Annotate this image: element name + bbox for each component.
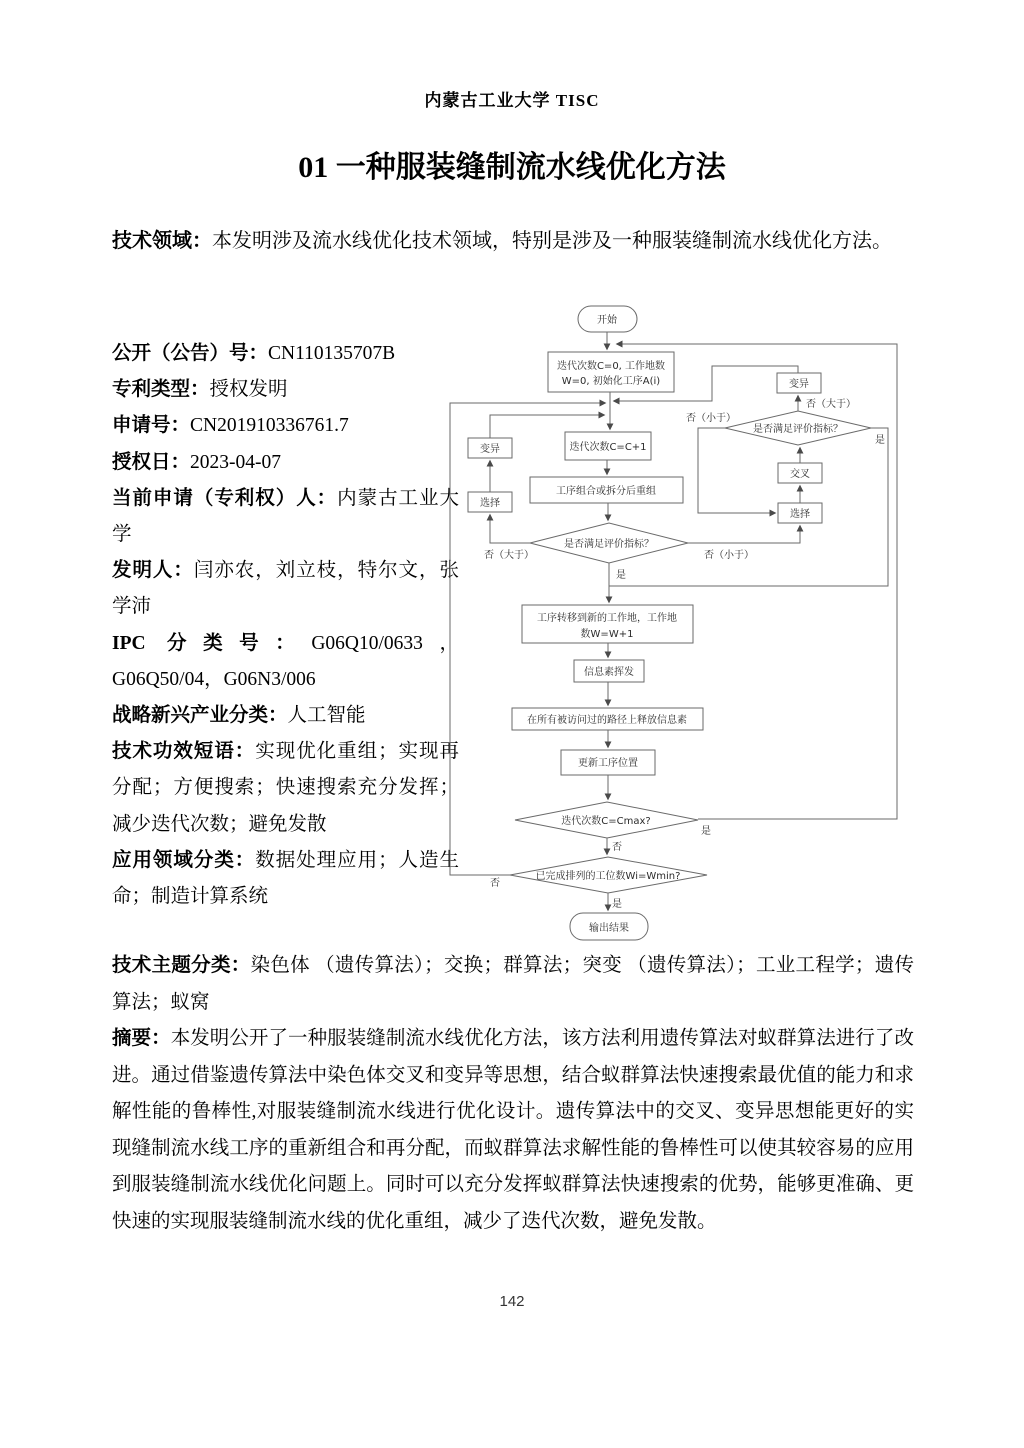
cmax-label: 迭代次数C=Cmax?: [561, 816, 651, 827]
patent-meta-list: [112, 336, 459, 915]
output-label: 输出结果: [589, 923, 629, 934]
meta-item-grant-date: [112, 445, 459, 481]
topics-paragraph: [112, 948, 914, 1021]
start-label: 开始: [597, 315, 617, 326]
meta-item-ipc-class: [112, 626, 459, 698]
meta-label: IPC 分类号：: [112, 632, 312, 654]
meta-value: CN201910336761.7: [190, 415, 349, 437]
branch-label-no-cmax: 否: [612, 842, 622, 853]
meta-item-patent-type: [112, 372, 459, 408]
header-organization: 内蒙古工业大学 TISC: [424, 91, 600, 110]
tech-field-text: 本发明涉及流水线优化技术领域，特别是涉及一种服装缝制流水线优化方法。: [212, 230, 892, 252]
edge-outer-loop-cmax-yes: [617, 344, 897, 819]
meta-label: 技术功效短语：: [112, 741, 256, 763]
edge-eval-select-left: [490, 515, 530, 543]
branch-label-yes-wmin: 是: [612, 899, 622, 910]
select-right-label: 选择: [790, 509, 810, 520]
meta-label: 授权日：: [112, 451, 191, 473]
meta-label: 应用领域分类：: [112, 849, 256, 871]
select-left-label: 选择: [480, 498, 500, 509]
meta-item-inventors: [112, 553, 459, 625]
meta-value: 2023-04-07: [190, 451, 282, 473]
meta-label: 战略新兴产业分类：: [112, 705, 288, 727]
meta-label: 申请号：: [112, 415, 191, 437]
update-label: 更新工序位置: [578, 758, 638, 769]
wmin-label: 已完成排列的工位数Wi=Wmin?: [535, 871, 681, 882]
branch-label-no-less-main: 否（小于）: [704, 550, 754, 561]
branch-label-no-less-right: 否（小于）: [686, 413, 736, 424]
topics-label: 技术主题分类：: [112, 955, 251, 976]
transfer-label-line2: 数W=W+1: [580, 629, 634, 640]
flowchart-branch-labels: [484, 397, 885, 910]
branch-label-no-greater-main: 否（大于）: [484, 550, 534, 561]
meta-value: 内蒙古工业大学: [112, 487, 459, 546]
meta-value: CN110135707B: [268, 343, 396, 364]
edge-eval-right-select-loop: [698, 428, 775, 513]
release-label: 在所有被访问过的路径上释放信息素: [527, 715, 687, 726]
evaporate-label: 信息素挥发: [584, 667, 634, 678]
meta-label: 专利类型：: [112, 379, 210, 401]
mutation-right-label: 变异: [789, 379, 809, 390]
tech-field-label: 技术领域：: [112, 230, 212, 252]
meta-value: 数据处理应用；人造生命；制造计算系统: [112, 849, 459, 908]
topics-text: 染色体 （遗传算法）；交换；群算法；突变 （遗传算法）；工业工程学；遗传算法；蚁窝: [112, 955, 914, 1013]
tech-field-paragraph: [112, 222, 914, 260]
page-number: 142: [499, 1293, 525, 1310]
meta-value: G06Q10/0633，G06Q50/04，G06N3/006: [112, 632, 459, 690]
meta-item-application-field: [112, 843, 459, 915]
iterate-label: 迭代次数C=C+1: [569, 442, 647, 453]
meta-item-technical-effects: [112, 734, 459, 843]
edge-eval-select-right: [688, 526, 800, 543]
meta-value: 闫亦农，刘立枝，特尔文，张学沛: [112, 560, 459, 618]
meta-item-strategic-industry: [112, 698, 459, 734]
branch-label-yes-main: 是: [616, 570, 626, 581]
meta-item-application-number: [112, 408, 459, 444]
branch-label-no-wmin: 否: [490, 878, 500, 889]
eval-main-label: 是否满足评价指标？: [564, 539, 654, 550]
mutation-left-label: 变异: [480, 444, 500, 455]
abstract-paragraph: [112, 1021, 914, 1240]
meta-value: 人工智能: [287, 705, 366, 727]
branch-label-yes-cmax: 是: [701, 826, 711, 837]
bottom-paragraphs: [112, 948, 914, 1240]
meta-value: 授权发明: [209, 379, 288, 401]
algorithm-flowchart: [440, 296, 915, 950]
abstract-label: 摘要：: [112, 1028, 171, 1049]
cross-right-label: 交叉: [790, 469, 810, 480]
init-label-line1: 迭代次数C=0, 工作地数: [556, 361, 666, 372]
branch-label-no-greater-right: 否（大于）: [806, 399, 856, 410]
abstract-text: 本发明公开了一种服装缝制流水线优化方法，该方法利用遗传算法对蚁群算法进行了改进。通过借鉴遗传算法中染色体交叉和变异等思想，结合蚁群算法快速搜索最优值的能力和求解性能的鲁棒性,对服装缝制流水线进行优化设计。遗传算法中的交叉、变异思想能更好的实现缝制流水线工序的重新组合和再分配，而蚁群算法求解性能的鲁棒性可以使其较容易的应用到服装缝制流水线优化问题上。同时可以充分发挥蚁群算法快速搜索的优势，能够更准确、更快速的实现服装缝制流水线的优化重组，减少了迭代次数，避免发散。: [112, 1028, 914, 1232]
init-label-line2: W=0, 初始化工序A(i): [561, 376, 661, 387]
page-title: 01 一种服装缝制流水线优化方法: [298, 151, 726, 184]
transfer-label-line1: 工序转移到新的工作地，工作地: [537, 613, 677, 624]
meta-value: 实现优化重组；实现再分配；方便搜索；快速搜索充分发挥；减少迭代次数；避免发散: [112, 741, 459, 835]
meta-item-publication-number: [112, 336, 459, 372]
eval-right-label: 是否满足评价指标？: [753, 424, 843, 435]
meta-item-current-assignee: [112, 481, 459, 553]
branch-label-yes-right: 是: [875, 435, 885, 446]
meta-label: 发明人：: [112, 560, 194, 582]
recombine-label: 工序组合或拆分后重组: [556, 486, 656, 497]
meta-label: 当前申请（专利权）人：: [112, 487, 338, 509]
meta-label: 公开（公告）号：: [112, 343, 269, 364]
